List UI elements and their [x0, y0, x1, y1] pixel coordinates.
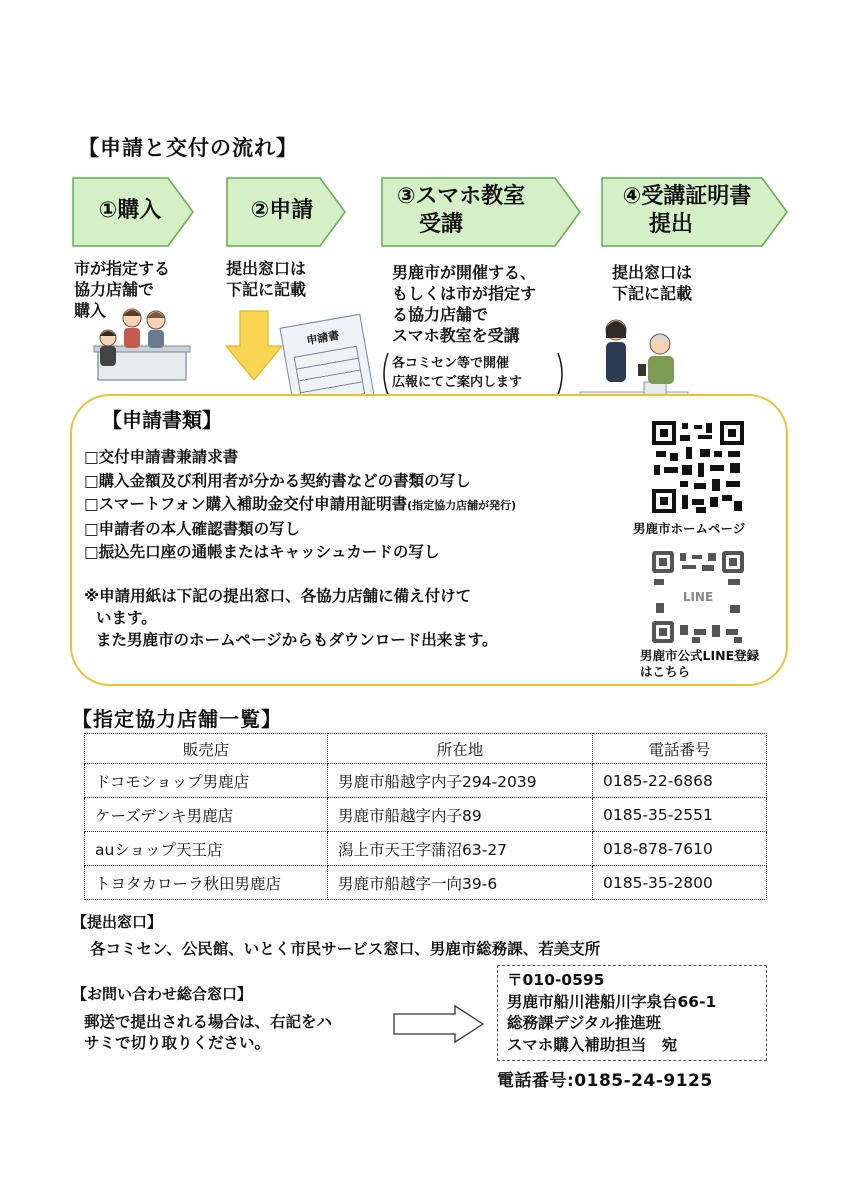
step-label-line2: 提出 — [648, 212, 693, 237]
down-arrow — [224, 310, 284, 382]
checklist-item: □交付申請書兼請求書 — [84, 448, 239, 466]
step-desc-certificate: 提出窓口は 下記に記載 — [612, 263, 693, 303]
documents-note: ※申請用紙は下記の提出窓口、各協力店舗に備え付けて います。 また男鹿市のホームページからもダウンロード出来ます。 — [84, 587, 498, 649]
contact-phone: 電話番号:0185-24-9125 — [497, 1071, 713, 1091]
step-arrow-class — [381, 177, 581, 247]
store-name: ドコモショップ男鹿店 — [85, 764, 328, 798]
documents-checklist — [84, 446, 516, 565]
submission-body: 各コミセン、公民館、いとく市民サービス窓口、男鹿市総務課、若美支所 — [90, 940, 601, 958]
inquiry-body: 郵送で提出される場合は、右記をハ サミで切り取りください。 — [84, 1013, 333, 1052]
mailing-address: 〒010-0595 男鹿市船川港船川字泉台66-1 総務課デジタル推進班 スマホ購入補助担当 宛 — [507, 971, 717, 1054]
inquiry-title: 【お問い合わせ総合窓口】 — [72, 985, 253, 1003]
checklist-item: □スマートフォン購入補助金交付申請用証明書(指定協力店舗が発行) — [84, 495, 517, 513]
step-label-line1: ③スマホ教室 — [396, 184, 526, 209]
line-qr-text: LINE — [682, 590, 714, 604]
table-row — [85, 798, 767, 832]
table-row — [85, 832, 767, 866]
step-arrow-purchase — [72, 177, 194, 247]
documents-title: 【申請書類】 — [102, 408, 222, 432]
homepage-qr-code[interactable] — [652, 421, 744, 513]
table-row — [85, 764, 767, 798]
store-address: 男鹿市船越字一向39-6 — [328, 866, 593, 900]
store-phone: 0185-22-6868 — [593, 764, 767, 798]
step-desc-purchase: 市が指定する 協力店舗で 購入 — [74, 259, 171, 320]
right-arrow — [393, 1004, 485, 1044]
checklist-item: □申請者の本人確認書類の写し — [84, 519, 301, 538]
table-row — [85, 866, 767, 900]
column-header: 販売店 — [85, 734, 328, 764]
line-qr-code[interactable] — [652, 551, 744, 643]
stores-title: 【指定協力店舗一覧】 — [72, 707, 282, 731]
store-phone: 0185-35-2800 — [593, 866, 767, 900]
stores-table — [84, 733, 767, 900]
form-label: 申請書 — [305, 328, 341, 348]
step-label: ②申請 — [250, 198, 314, 223]
step-arrow-certificate — [601, 177, 788, 247]
store-phone: 018-878-7610 — [593, 832, 767, 866]
column-header: 電話番号 — [593, 734, 767, 764]
shop-counter-illustration — [92, 300, 192, 386]
step-label-line1: ④受講証明書 — [622, 184, 752, 209]
step-desc-class: 男鹿市が開催する、 もしくは市が指定す る協力店舗で スマホ教室を受講 — [392, 263, 537, 345]
step-desc-apply: 提出窓口は 下記に記載 — [226, 259, 307, 299]
store-address: 潟上市天王字蒲沼63-27 — [328, 832, 593, 866]
store-address: 男鹿市船越字内子89 — [328, 798, 593, 832]
flow-title: 【申請と交付の流れ】 — [78, 136, 298, 160]
checklist-item-note: (指定協力店舗が発行) — [407, 499, 517, 512]
line-qr-caption: 男鹿市公式LINE登録 はこちら — [640, 648, 760, 679]
step-label: ①購入 — [98, 198, 162, 223]
checklist-item: □振込先口座の通帳またはキャッシュカードの写し — [84, 543, 440, 561]
step-arrow-apply — [226, 177, 346, 247]
homepage-qr-caption: 男鹿市ホームページ — [633, 521, 746, 536]
checklist-item: □購入金額及び利用者が分かる契約書などの書類の写し — [84, 471, 471, 490]
store-address: 男鹿市船越字内子294-2039 — [328, 764, 593, 798]
store-phone: 0185-35-2551 — [593, 798, 767, 832]
store-name: トヨタカローラ秋田男鹿店 — [85, 866, 328, 900]
store-name: ケーズデンキ男鹿店 — [85, 798, 328, 832]
submission-title: 【提出窓口】 — [72, 913, 163, 931]
step-label-line2: 受講 — [418, 212, 463, 237]
store-name: auショップ天王店 — [85, 832, 328, 866]
column-header: 所在地 — [328, 734, 593, 764]
table-header-row — [85, 734, 767, 764]
class-note: 各コミセン等で開催 広報にてご案内します — [392, 356, 523, 390]
